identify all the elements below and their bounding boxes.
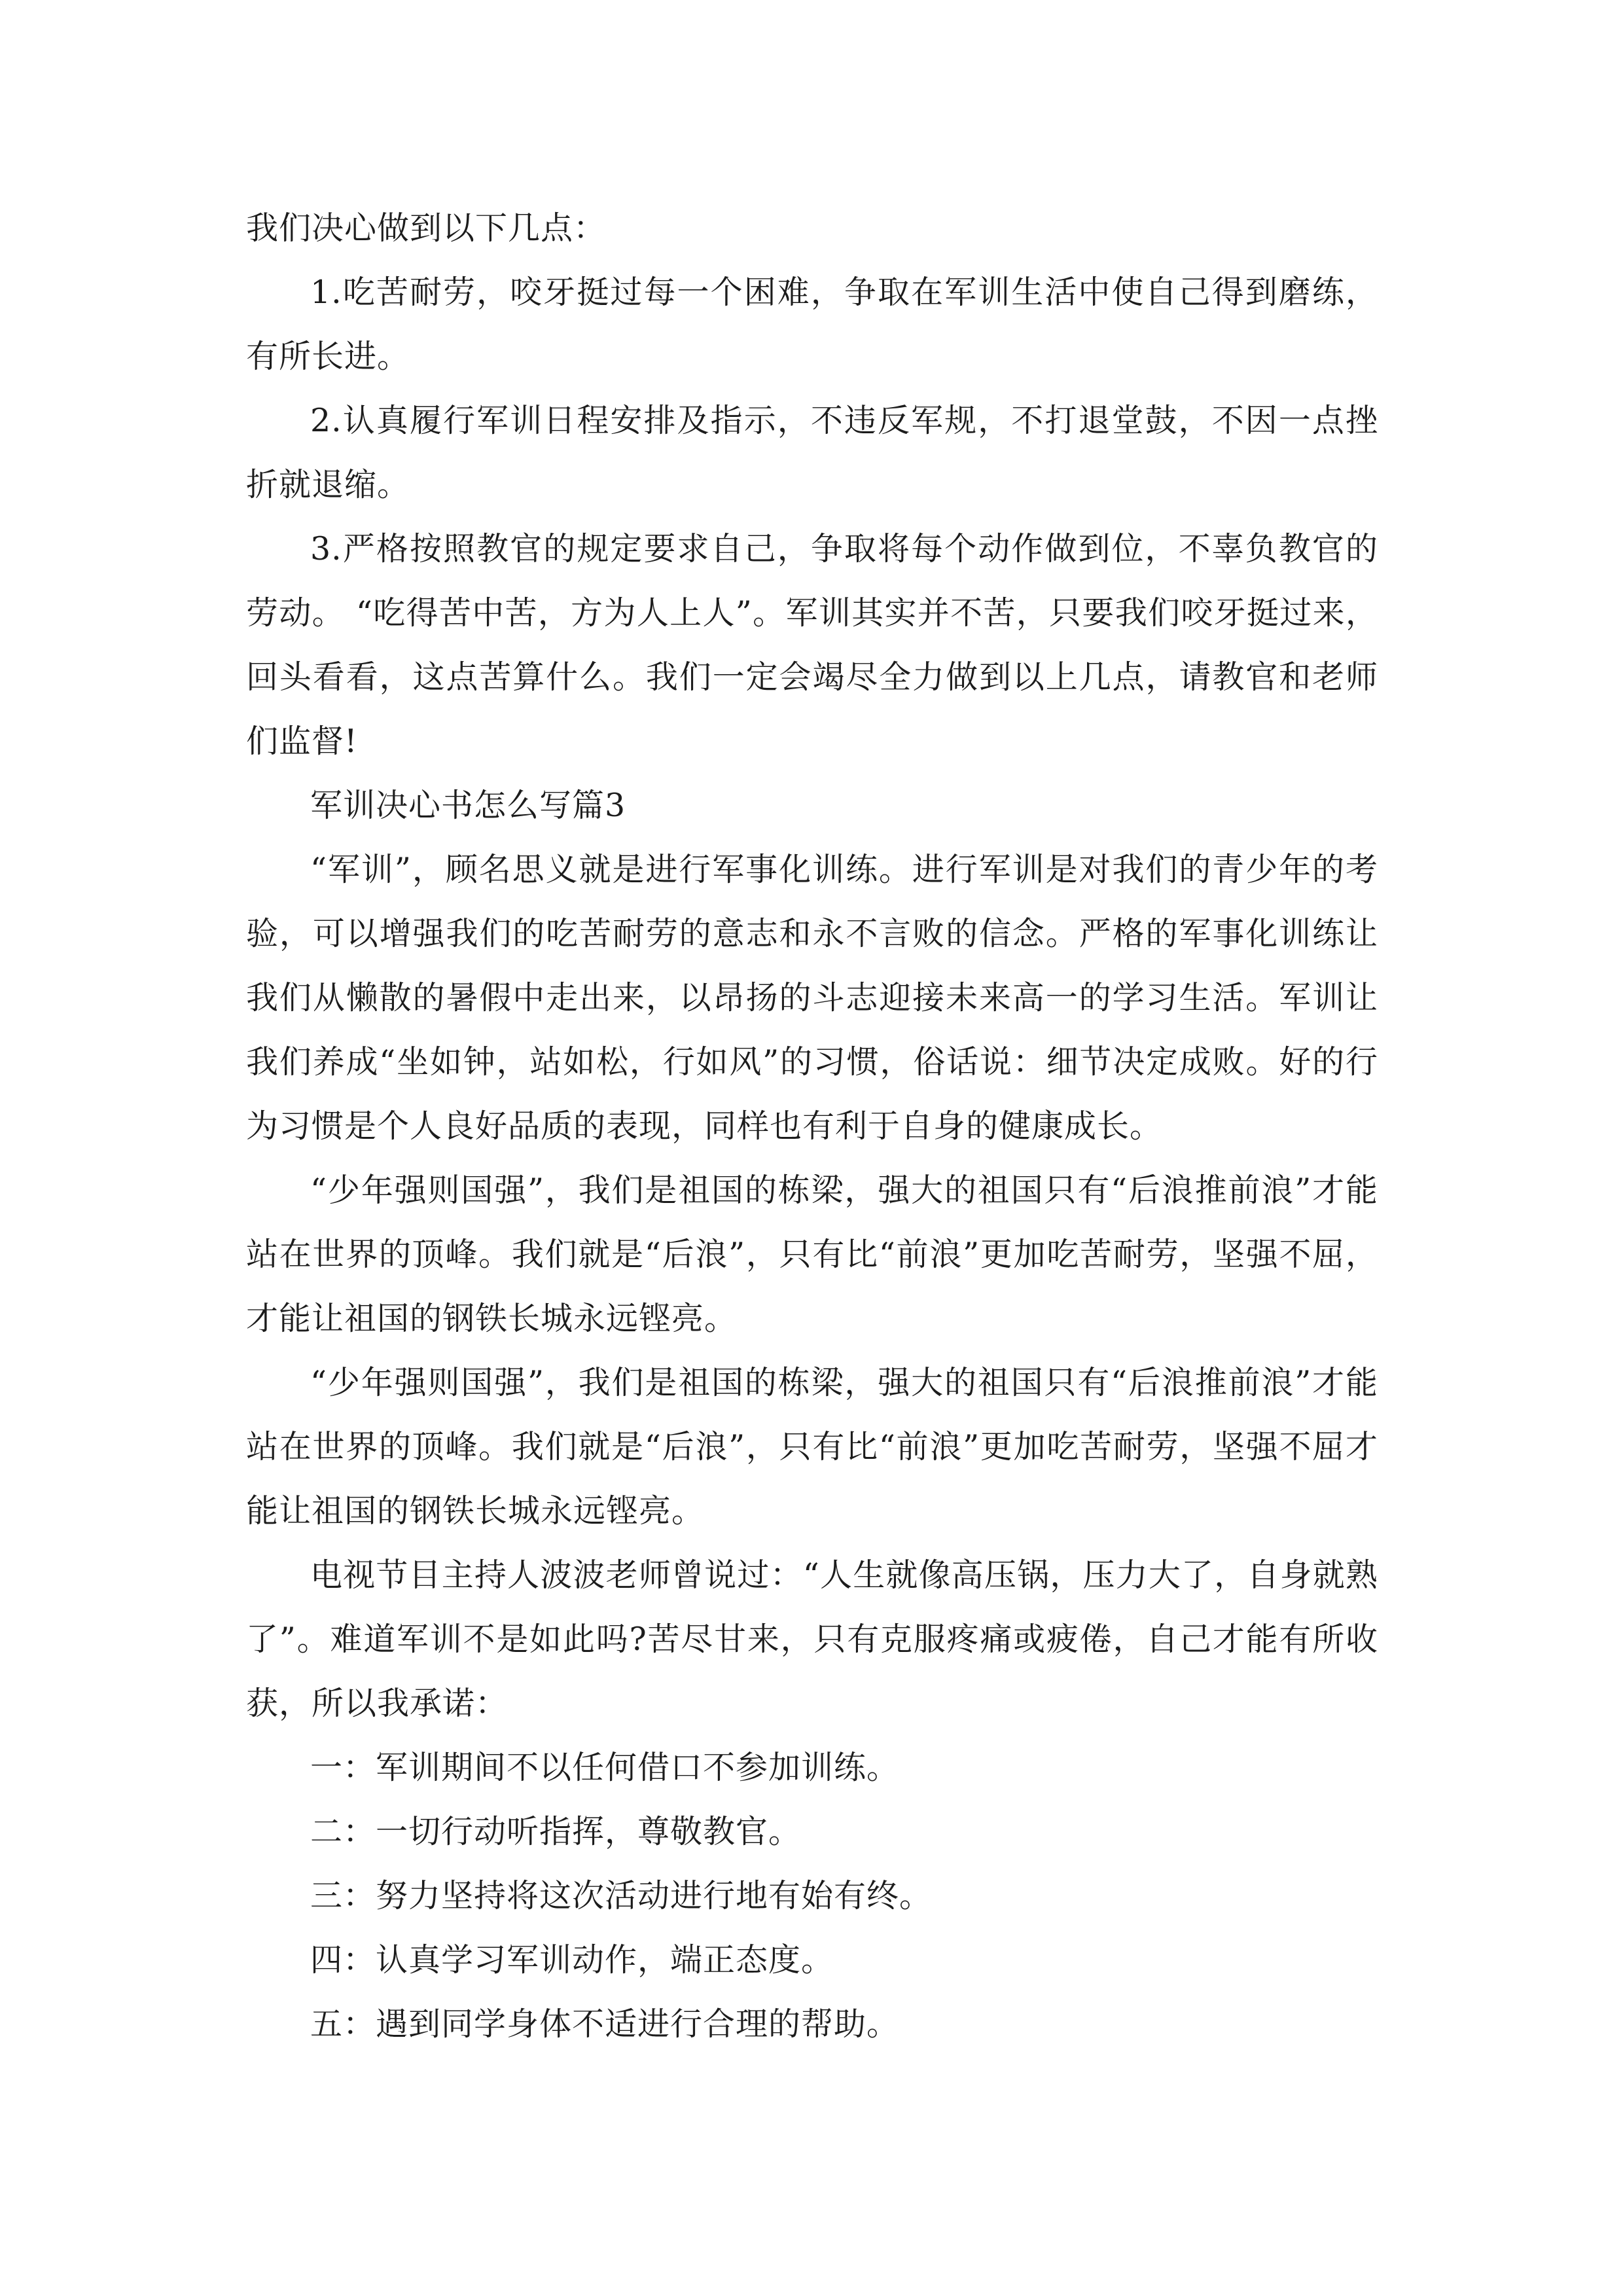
list-item-1: 1.吃苦耐劳，咬牙挺过每一个困难，争取在军训生活中使自己得到磨练，有所长进。: [246, 274, 1378, 375]
section-heading: 军训决心书怎么写篇3: [310, 787, 626, 824]
promise-item-4: 四：认真学习军训动作，端正态度。: [310, 1941, 834, 1979]
promise-item-3: 三：努力坚持将这次活动进行地有始有终。: [310, 1877, 933, 1914]
promise-item-2: 二：一切行动听指挥，尊敬教官。: [310, 1813, 802, 1850]
paragraph-youth-strong-2: “少年强则国强”，我们是祖国的栋梁，强大的祖国只有“后浪推前浪”才能站在世界的顶峰。我们就是“后浪”，只有比“前浪”更加吃苦耐劳，坚强不屈才能让祖国的钢铁长城永远铿亮。: [246, 1364, 1378, 1530]
paragraph-intro: 我们决心做到以下几点：: [246, 209, 607, 247]
paragraph-pressure-cooker: 电视节目主持人波波老师曾说过：“人生就像高压锅，压力大了，自身就熟了”。难道军训不是如此吗?苦尽甘来，只有克服疼痛或疲倦，自己才能有所收获，所以我承诺：: [246, 1556, 1378, 1722]
paragraph-military-training: “军训”，顾名思义就是进行军事化训练。进行军训是对我们的青少年的考验，可以增强我们的吃苦耐劳的意志和永不言败的信念。严格的军事化训练让我们从懒散的暑假中走出来，以昂扬的斗志迎接未来高一的学习生活。军训让我们养成“坐如钟，站如松，行如风”的习惯，俗话说：细节决定成败。好的行为习惯是个人良好品质的表现，同样也有利于自身的健康成长。: [246, 851, 1378, 1145]
list-item-2: 2.认真履行军训日程安排及指示，不违反军规，不打退堂鼓，不因一点挫折就退缩。: [246, 402, 1378, 503]
paragraph-youth-strong-1: “少年强则国强”，我们是祖国的栋梁，强大的祖国只有“后浪推前浪”才能站在世界的顶峰。我们就是“后浪”，只有比“前浪”更加吃苦耐劳，坚强不屈，才能让祖国的钢铁长城永远铿亮。: [246, 1172, 1378, 1337]
promise-item-1: 一：军训期间不以任何借口不参加训练。: [310, 1749, 900, 1786]
promise-item-5: 五：遇到同学身体不适进行合理的帮助。: [310, 2005, 900, 2043]
document-body: [246, 196, 1378, 2056]
list-item-3: 3.严格按照教官的规定要求自己，争取将每个动作做到位，不辜负教官的劳动。 “吃得苦中苦，方为人上人”。军训其实并不苦，只要我们咬牙挺过来，回头看看，这点苦算什么。我们一定会竭尽全力做到以上几点，请教官和老师们监督!: [246, 530, 1378, 760]
